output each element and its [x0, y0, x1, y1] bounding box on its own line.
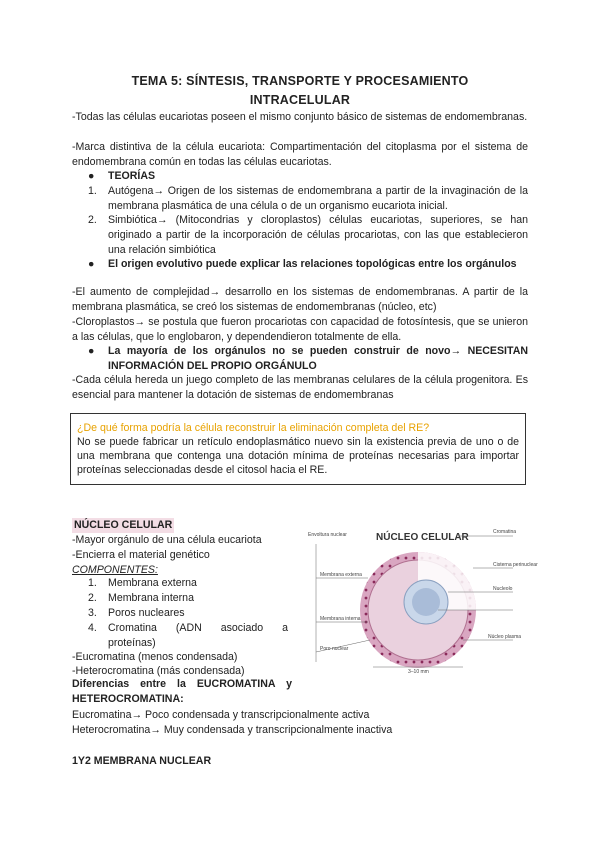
nucleo-line-1: -Mayor orgánulo de una célula eucariota — [72, 534, 262, 546]
nucleo-section-title: NÚCLEO CELULAR — [74, 519, 173, 531]
teorias-heading: ● TEORÍAS — [88, 170, 156, 182]
figure-title: NÚCLEO CELULAR — [376, 532, 469, 543]
page-title-line1: TEMA 5: SÍNTESIS, TRANSPORTE Y PROCESAMIENTO — [131, 74, 469, 88]
nucleo-line-5: Eucromatina→ Poco condensada y transcripcionalmente activa — [72, 709, 370, 721]
bullet-icon: ● — [88, 170, 95, 182]
list-item: 3. Poros nucleares — [88, 607, 185, 619]
bullet-icon: ● — [88, 258, 95, 270]
label-nucleoplasma: Núcleo plasma — [488, 634, 522, 640]
page-title — [70, 72, 530, 110]
list-item: 2. Simbiótica→ (Mitocondrias y cloroplastos) células eucariotas, superiores, se han originado a partir de la incorporación de células procariotas, con las que establecieron una relación simbiótica — [88, 214, 528, 256]
label-escala: 3–10 mm — [408, 669, 429, 675]
componentes-label: COMPONENTES: — [72, 564, 158, 576]
page-title-line2: INTRACELULAR — [249, 93, 351, 107]
answer-text: No se puede fabricar un retículo endoplasmático nuevo sin la existencia previa de uno o de una membrana que contenga una dotación mínima de proteínas necesarias para importar proteínas seleccionadas desde el citosol hacia el RE. — [77, 436, 519, 476]
list-item: 4. Cromatina (ADN asociado a proteínas) — [88, 622, 288, 649]
intro-paragraph-1: -Todas las células eucariotas poseen el mismo conjunto básico de sistemas de endomembranas. — [72, 111, 528, 123]
nucleo-line-6: Heterocromatina→ Muy condensada y transcripcionalmente inactiva — [72, 724, 393, 736]
diferencias-heading: Diferencias entre la EUCROMATINA y HETEROCROMATINA: — [72, 678, 292, 705]
membrana-nuclear-heading: 1Y2 MEMBRANA NUCLEAR — [72, 755, 212, 767]
bullet-icon: ● — [88, 345, 95, 357]
label-membrana-externa: Membrana externa — [320, 572, 362, 578]
nucleus-diagram-svg — [298, 522, 538, 675]
origen-paragraph-2: -Cloroplastos→ se postula que fueron procariotas con capacidad de fotosíntesis, que se unieron a las células, que lo englobaron, y dependendieron totalmente de ella. — [72, 316, 528, 343]
mayoria-heading: ● La mayoría de los orgánulos no se pueden construir de novo→ NECESITAN INFORMACIÓN DEL PROPIO ORGÁNULO — [88, 345, 528, 372]
list-item: 2. Membrana interna — [88, 592, 194, 604]
mayoria-paragraph: -Cada célula hereda un juego completo de las membranas celulares de la célula progenitora. Es esencial para mantener la dotación de sistemas de endomembranas — [72, 374, 528, 401]
nucleo-line-2: -Encierra el material genético — [72, 549, 210, 561]
nucleus-diagram — [298, 522, 538, 675]
origen-paragraph-1: -El aumento de complejidad→ desarrollo en los sistemas de endomembranas. A partir de la membrana plasmática, se creó los sistemas de endomembranas (núcleo, etc) — [72, 286, 528, 313]
list-item: 1. Autógena→ Origen de los sistemas de endomembrana a partir de la invaginación de la membrana plasmática de una célula o de un organismo eucariota inicial. — [88, 185, 528, 212]
label-poro: Poro nuclear — [320, 646, 349, 652]
origen-heading: ● El origen evolutivo puede explicar las relaciones topológicas entre los orgánulos — [88, 258, 517, 270]
label-cromatina: Cromatina — [493, 529, 517, 535]
nucleo-line-4: -Heterocromatina (más condensada) — [72, 665, 245, 677]
question-text: ¿De qué forma podría la célula reconstruir la eliminación completa del RE? — [77, 422, 430, 434]
nucleo-line-3: -Eucromatina (menos condensada) — [72, 651, 238, 663]
label-membrana-interna: Membrana interna — [320, 616, 361, 622]
nucleolus-core — [412, 588, 440, 616]
label-cisterna: Cisterna perinuclear — [493, 562, 538, 568]
list-item: 1. Membrana externa — [88, 577, 197, 589]
intro-paragraph-2: -Marca distintiva de la célula eucariota: Compartimentación del citoplasma por el sistema de endomembrana común en todas las células eucariotas. — [72, 141, 528, 168]
label-nucleolo: Nucleolo — [493, 586, 513, 592]
question-box — [70, 413, 526, 485]
label-envoltura: Envoltura nuclear — [308, 532, 347, 538]
